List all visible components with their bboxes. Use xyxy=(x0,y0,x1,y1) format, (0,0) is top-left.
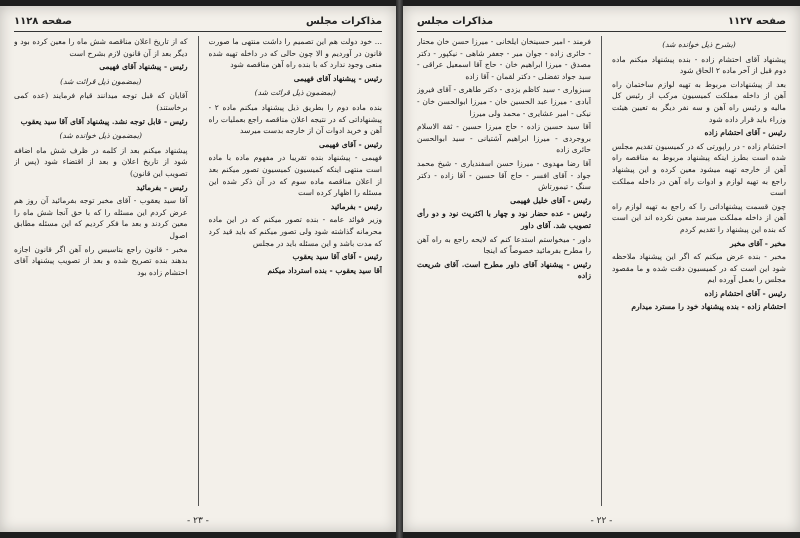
column-right xyxy=(209,36,383,506)
page-header xyxy=(14,12,382,30)
running-title: مذاکرات مجلس xyxy=(305,15,382,27)
speaker-line: آقا سید یعقوب - بنده استرداد میکنم xyxy=(267,265,382,275)
procedural-note: (بمضمون ذیل قرائت شد) xyxy=(254,88,336,98)
paragraph: آقایان که قبل توجه میدانند قیام فرمایند (عده کمی برخاستند) xyxy=(14,91,188,112)
column-left xyxy=(417,36,591,506)
right-page xyxy=(403,6,800,532)
speaker-line: رئیس - بفرمائید xyxy=(136,182,188,192)
speaker-line: رئیس - آقای آقا سید یعقوب xyxy=(292,252,382,262)
paragraph: فرمند - امیر حسینخان ایلخانی - میرزا حسن خان محتار - حائری زاده - جوان میر - جعفر شاهی - نیکپور - دکتر مصدق - میرزا ابراهیم خان - حاج آقا اسمعیل عراقی - سید جواد تفضلی - دکتر لقمان - آقا زاده xyxy=(417,37,591,81)
paragraph: مخبر - بنده عرض میکنم که اگر این پیشنهاد ملاحظه شود این است که در کمیسیون دقت شده و ما مقصود مجلس را بعمل آورده ایم xyxy=(612,252,786,285)
speaker-line: رئیس - پیشنهاد آقای فهیمی xyxy=(293,73,382,83)
paragraph: وزیر فوائد عامه - بنده تصور میکنم که در این ماده محرمانه گذاشته شود ولی تصور میکنم که باید قید کرد که مدت باشد و این مسئله باید در مجلس xyxy=(208,215,382,248)
page-footer: - ۲۲ - xyxy=(590,516,613,526)
paragraph: که از تاریخ اعلان مناقصه شش ماه را معین کرده بود و دیگر بعد از آن قانون لازم بشرح است xyxy=(14,37,188,58)
speaker-line: رئیس - آقای خلیل فهیمی xyxy=(510,195,591,205)
paragraph: پیشنهاد آقای احتشام زاده - بنده پیشنهاد میکنم ماده دوم قبل از آخر ماده ۲ الحاق شود xyxy=(612,54,786,76)
paragraph: سبزواری - سید کاظم یزدی - دکتر طاهری - آقای فیروز آبادی - میرزا عبد الحسین خان - میرزا ابوالحسن خان - نیکی - امیر عشایری - محمد ولی میرزا xyxy=(417,85,591,118)
paragraph: بعد از پیشنهادات مربوط به تهیه لوازم ساختمان راه آهن از داخله مملکت کمیسیون مرکب از رئیس کل مالیه و رئیس راه آهن و سه نفر دیگر به تعیین هیئت وزراء باید قرار داده شود xyxy=(612,79,786,124)
page-number: صفحه ۱۱۲۸ xyxy=(14,15,73,27)
procedural-note: (بشرح ذیل خوانده شد) xyxy=(662,40,736,49)
speaker-line: احتشام زاده - بنده پیشنهاد خود را مسترد میدارم xyxy=(631,302,786,312)
paragraph: چون قسمت پیشنهاداتی را که راجع به تهیه لوازم راه آهن از داخله مملکت میرسد معین نکرده اند این است که بنده این پیشنهاد را تقدیم کردم xyxy=(612,201,786,234)
paragraph: داور - میخواستم استدعا کنم که لایحه راجع به راه آهن را مطرح بفرمائید خصوصاً که اینجا xyxy=(417,234,591,256)
column-left xyxy=(14,36,188,506)
procedural-note: (بمضمون ذیل قرائت شد) xyxy=(60,76,142,86)
left-page xyxy=(0,6,396,532)
paragraph: آقا سید یعقوب - آقای مخبر توجه بفرمائید آن روز هم عرض کردم این مسئله را که با حق آنجا شش ماه را معین کردند و بعد ما فکر کردیم که این مسئله مطابق اصول xyxy=(14,196,188,240)
paragraph: آقا سید حسین زاده - حاج میرزا حسین - ثقة الاسلام بروجردی - میرزا ابراهیم آشتیانی - سید ابوالحسن حائری زاده xyxy=(417,122,591,155)
paragraph: فهیمی - پیشنهاد بنده تقریبا در مفهوم ماده با ماده است منتهی اینکه کمیسیون کمیسیون تصور میکنم بعد از اعلان مناقصه ماده سوم که در آن ذکر شده این مسئله را اظهار کرده است xyxy=(208,153,382,198)
column-divider xyxy=(601,36,602,506)
book-gutter xyxy=(396,0,403,538)
speaker-line: مخبر - آقای مخبر xyxy=(730,238,786,248)
procedural-note: (بمضمون ذیل خوانده شد) xyxy=(59,131,143,141)
speaker-line: رئیس - پیشنهاد آقای داور مطرح است. آقای شریعت زاده xyxy=(417,259,591,281)
paragraph: بنده ماده دوم را بطریق ذیل پیشنهاد میکنم ماده ۲ - پیشنهاداتی که در نتیجه اعلان مناقصه راجع بعملیات راه آهن و خرید ادوات آن از خارجه بدست میرسد xyxy=(208,102,382,136)
page-footer: - ۲۳ - xyxy=(187,516,209,526)
text-columns xyxy=(14,36,382,506)
paragraph: ... خود دولت هم این تصمیم را داشت منتهی ما صورت قانون در آوردیم و الا چون حالی که در داخله تهیه شده منعی وجود ندارد که با بنده راه آهن مناقصه شود xyxy=(208,37,382,70)
running-title: مذاکرات مجلس xyxy=(417,15,494,27)
header-rule xyxy=(417,31,786,32)
paragraph: پیشنهاد میکنم بعد از کلمه در ظرف شش ماه اضافه شود از تاریخ اعلان و بعد از اقتضاء شود (پس از تصویب این قانون) xyxy=(14,145,188,178)
column-divider xyxy=(198,36,199,506)
page-header xyxy=(417,12,786,30)
speaker-line: رئیس - آقای فهیمی xyxy=(319,139,382,149)
speaker-line: رئیس - قابل توجه نشد. پیشنهاد آقای آقا سید یعقوب xyxy=(20,116,188,126)
speaker-line: رئیس - پیشنهاد آقای فهیمی xyxy=(99,62,188,72)
text-columns xyxy=(417,36,786,506)
speaker-line: رئیس - آقای احتشام زاده xyxy=(704,288,786,298)
paragraph: مخبر - قانون راجع بتاسیس راه آهن اگر قانون اجازه بدهند بنده تصریح شده و بعد از تصویب پیشنهاد آقای احتشام زاده بود xyxy=(14,244,188,277)
speaker-line: رئیس - آقای احتشام زاده xyxy=(704,128,786,138)
speaker-line: رئیس - عده حضار نود و چهار با اکثریت نود و دو رأی تصویب شد. آقای داور xyxy=(417,209,591,230)
column-right xyxy=(612,36,786,506)
paragraph: احتشام زاده - در راپورتی که در کمیسیون تقدیم مجلس شده است بطرز اینکه پیشنهاد مربوط به مناقصه راه آهن از خارجه تهیه میشود معین کرده و این پیشنهاد راجع به تهیه لوازم و ادوات راه آهن در داخله مملکت است xyxy=(612,141,786,198)
speaker-line: رئیس - بفرمائید xyxy=(330,201,382,211)
paragraph: آقا رضا مهدوی - میرزا حسن اسفندیاری - شیخ محمد جواد - آقای افسر - حاج آقا حسین - آقا زاده - دکتر سنگ - تیمورتاش xyxy=(417,158,591,192)
header-rule xyxy=(14,31,382,32)
page-number: صفحه ۱۱۲۷ xyxy=(727,15,786,27)
